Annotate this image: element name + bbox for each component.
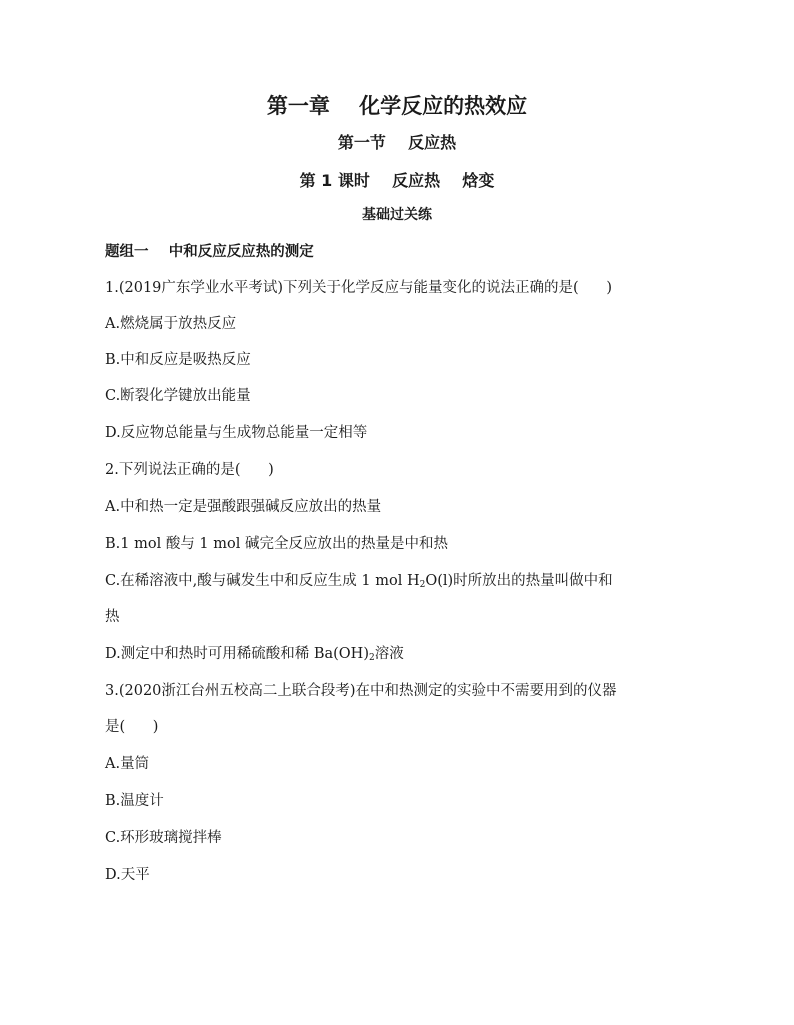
question-2-option-a: A.中和热一定是强酸跟强碱反应放出的热量	[105, 499, 382, 515]
question-1-option-c: C.断裂化学键放出能量	[105, 388, 251, 404]
question-1-option-b: B.中和反应是吸热反应	[105, 352, 251, 368]
question-1-stem: 1.(2019广东学业水平考试)下列关于化学反应与能量变化的说法正确的是( )	[105, 280, 613, 296]
question-3-option-a: A.量筒	[105, 756, 150, 772]
question-2-option-d-text-after: 溶液	[374, 646, 404, 662]
exercise-title: 基础过关练	[362, 207, 432, 223]
question-group-title: 题组一 中和反应反应热的测定	[105, 244, 314, 260]
question-3-option-b: B.温度计	[105, 793, 164, 809]
question-2-option-c-text-before: C.在稀溶液中,酸与碱发生中和反应生成 1 mol H	[105, 573, 420, 589]
question-2-option-c-continued: 热	[105, 609, 120, 625]
chapter-title: 第一章 化学反应的热效应	[266, 94, 528, 118]
question-2-option-c	[105, 571, 613, 595]
question-3-option-d: D.天平	[105, 867, 150, 883]
section-title: 第一节 反应热	[337, 133, 457, 152]
question-2-option-d	[105, 644, 404, 668]
subscript: 2	[419, 580, 426, 590]
question-2-option-d-text-before: D.测定中和热时可用稀硫酸和稀 Ba(OH)	[105, 646, 369, 662]
lesson-title: 第 1 课时 反应热 焓变	[299, 171, 495, 190]
question-2-stem: 2.下列说法正确的是( )	[105, 462, 274, 478]
question-1-option-d: D.反应物总能量与生成物总能量一定相等	[105, 425, 368, 441]
question-3-stem-continued: 是( )	[105, 719, 159, 735]
question-3-stem: 3.(2020浙江台州五校高二上联合段考)在中和热测定的实验中不需要用到的仪器	[105, 683, 617, 699]
subscript: 2	[368, 653, 375, 663]
question-2-option-b: B.1 mol 酸与 1 mol 碱完全反应放出的热量是中和热	[105, 536, 448, 552]
question-1-option-a: A.燃烧属于放热反应	[105, 316, 237, 332]
question-3-option-c: C.环形玻璃搅拌棒	[105, 830, 222, 846]
question-2-option-c-text-after: O(l)时所放出的热量叫做中和	[425, 573, 613, 589]
